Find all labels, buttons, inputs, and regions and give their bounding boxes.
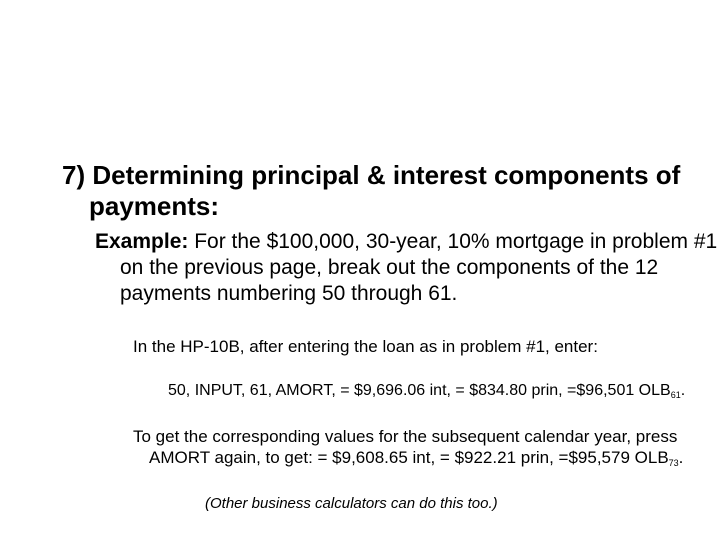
calculator-note: (Other business calculators can do this too.) [205, 495, 498, 512]
subsequent-year-suffix: . [678, 448, 684, 467]
hp-instructions: In the HP-10B, after entering the loan as in problem #1, enter: [133, 337, 598, 356]
example-label: Example: [95, 230, 189, 253]
slide-heading: 7) Determining principal & interest components of payments: [62, 160, 681, 221]
key-sequence-text: 50, INPUT, 61, AMORT, = $9,696.06 int, = $834.80 prin, =$96,501 OLB [168, 382, 671, 399]
subsequent-year-paragraph [133, 426, 709, 468]
example-paragraph [95, 229, 720, 307]
example-text: For the $100,000, 30-year, 10% mortgage in problem #1 on the previous page, break out the components of the 12 payments numbering 50 through 61. [120, 230, 718, 305]
key-sequence-subscript: 61 [670, 390, 681, 400]
key-sequence-suffix: . [680, 382, 686, 399]
subsequent-year-text: To get the corresponding values for the subsequent calendar year, press AMORT again, to get: = $9,608.65 int, = $922.21 prin, =$95,579 OLB [133, 427, 678, 467]
subsequent-year-subscript: 73 [668, 458, 679, 468]
key-sequence [168, 381, 720, 401]
